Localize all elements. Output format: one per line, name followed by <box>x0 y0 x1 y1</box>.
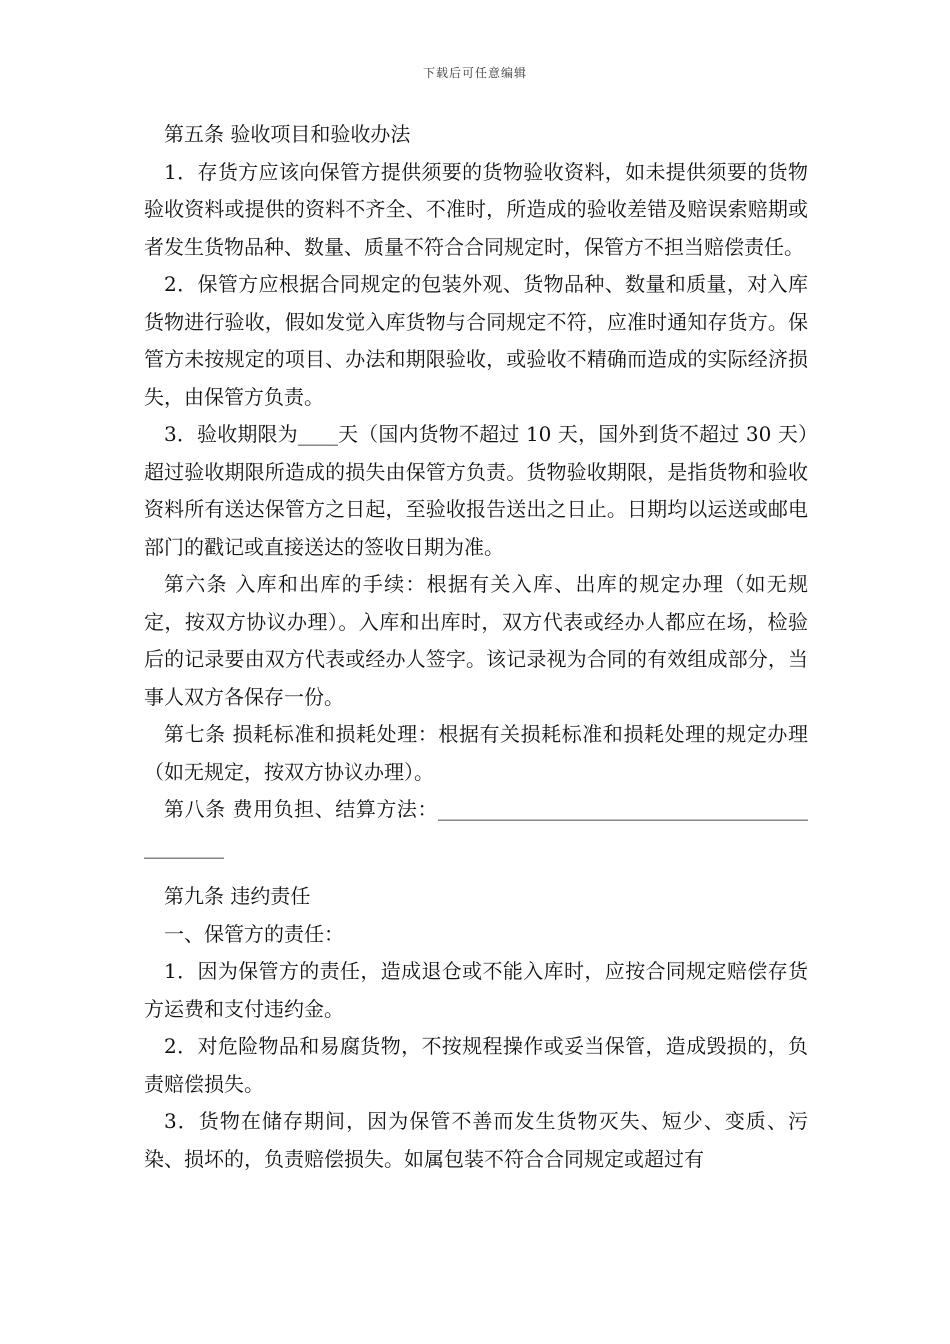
article-5-clause-1: 1．存货方应该向保管方提供须要的货物验收资料，如未提供须要的货物验收资料或提供的资料不齐全、不准时，所造成的验收差错及赔误索赔期或者发生货物品种、数量、质量不符合合同规定时，保管方不担当赔偿责任。 <box>144 159 808 259</box>
document-body <box>144 116 808 1178</box>
article-5-clause-2: 2．保管方应根据合同规定的包装外观、货物品种、数量和质量，对入库货物进行验收，假如发觉入库货物与合同规定不符，应准时通知存货方。保管方未按规定的项目、办法和期限验收，或验收不精确而造成的实际经济损失，由保管方负责。 <box>144 272 808 409</box>
article-6: 第六条 入库和出库的手续：根据有关入库、出库的规定办理（如无规定，按双方协议办理）。入库和出库时，双方代表或经办人都应在场，检验后的记录要由双方代表或经办人签字。该记录视为合同的有效组成部分，当事人双方各保存一份。 <box>144 572 808 709</box>
article-7: 第七条 损耗标准和损耗处理：根据有关损耗标准和损耗处理的规定办理（如无规定，按双方协议办理）。 <box>144 722 808 784</box>
article-9-clause-2: 2．对危险物品和易腐货物，不按规程操作或妥当保管，造成毁损的，负责赔偿损失。 <box>144 1034 808 1096</box>
article-9-title: 第九条 违约责任 <box>164 884 311 908</box>
article-9-section-1: 一、保管方的责任： <box>164 921 344 946</box>
article-9-clause-1: 1．因为保管方的责任，造成退仓或不能入库时，应按合同规定赔偿存货方运费和支付违约金。 <box>144 959 808 1021</box>
page-header: 下载后可任意编辑 <box>422 66 527 80</box>
article-5-title: 第五条 验收项目和验收办法 <box>164 122 411 146</box>
article-5-clause-3: 3．验收期限为____天（国内货物不超过 10 天，国外到货不超过 30 天）超过验收期限所造成的损失由保管方负责。货物验收期限，是指货物和验收资料所有送达保管方之日起，至验收报告送出之日止。日期均以运送或邮电部门的戳记或直接送达的签收日期为准。 <box>144 422 808 559</box>
article-8: 第八条 费用负担、结算方法：_____________________________________________ <box>144 797 808 859</box>
article-9-clause-3: 3．货物在储存期间，因为保管不善而发生货物灭失、短少、变质、污染、损坏的，负责赔偿损失。如属包装不符合合同规定或超过有 <box>144 1109 808 1171</box>
